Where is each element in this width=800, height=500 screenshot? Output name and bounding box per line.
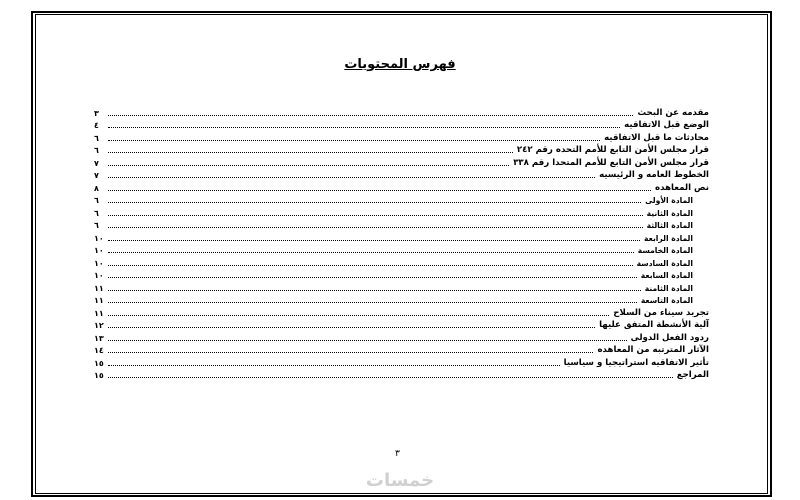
toc-entry-label: المادة السابعة	[640, 271, 693, 280]
toc-entry	[94, 231, 709, 244]
toc-entry-label: المادة التاسعة	[640, 296, 693, 305]
toc-entry-page: ١١	[94, 283, 104, 293]
toc-entry-page: ٣	[94, 108, 99, 118]
toc-entry-label: محادثات ما قبل الاتفاقيه	[604, 132, 709, 143]
toc-entry	[94, 294, 709, 307]
toc-entry	[94, 256, 709, 269]
toc-entry	[94, 219, 709, 232]
toc-entry-label: المادة الخامسة	[637, 246, 693, 255]
page-title: فهرس المحتويات	[344, 57, 456, 72]
toc-entry-page: ١٠	[94, 233, 104, 243]
dot-leader	[108, 251, 634, 253]
toc-entry	[94, 356, 709, 369]
toc-entry-page: ١٣	[94, 333, 104, 343]
toc-entry-label: الآثار المترتبه من المعاهده	[597, 345, 709, 355]
toc-entry-label: نص المعاهده	[655, 182, 709, 193]
dot-leader	[108, 264, 633, 266]
toc-entry	[94, 106, 709, 119]
toc-entry-label: آلية الأنشطة المتفق عليها	[599, 320, 709, 330]
toc-entry-label: الوضع قبل الاتفاقيه	[624, 120, 709, 130]
dot-leader	[108, 189, 651, 191]
toc-entry-page: ١١	[94, 308, 104, 318]
dot-leader	[108, 326, 595, 328]
toc-entry	[94, 306, 709, 319]
dot-leader	[108, 301, 637, 303]
toc-entry	[94, 281, 709, 294]
toc-entry	[94, 131, 709, 144]
toc-entry-page: ٦	[94, 133, 99, 143]
toc-entry-label: مقدمه عن البحث	[637, 107, 709, 118]
toc-entry	[94, 169, 709, 182]
dot-leader	[108, 289, 641, 291]
toc-entry-label: المادة الثالثة	[646, 221, 693, 230]
toc-entry	[94, 319, 709, 332]
dot-leader	[108, 139, 600, 141]
dot-leader	[108, 364, 560, 366]
toc-entry	[94, 206, 709, 219]
dot-leader	[108, 276, 637, 278]
toc-entry-label: الخطوط العامه و الرئيسيه	[599, 170, 709, 180]
toc-entry-label: تجريد سيناء من السلاح	[613, 307, 709, 318]
toc-entry-label: المراجع	[676, 370, 709, 380]
dot-leader	[108, 126, 620, 128]
toc-entry-page: ٦	[94, 221, 99, 230]
dot-leader	[108, 164, 509, 166]
toc-entry-page: ٨	[94, 183, 99, 193]
toc-entry-page: ٦	[94, 146, 99, 155]
toc-entry	[94, 156, 709, 169]
table-of-contents	[94, 106, 709, 381]
toc-entry	[94, 369, 709, 382]
dot-leader	[108, 239, 640, 241]
dot-leader	[108, 339, 627, 341]
toc-entry-page: ١١	[94, 296, 104, 305]
toc-entry-page: ١٥	[94, 358, 104, 368]
toc-entry-label: المادة الرابعة	[644, 233, 693, 243]
toc-entry	[94, 144, 709, 157]
dot-leader	[108, 376, 673, 378]
page-number: ٣	[395, 449, 400, 459]
toc-entry	[94, 269, 709, 282]
watermark: خمسات	[365, 470, 435, 491]
toc-entry-page: ٧	[94, 158, 99, 168]
toc-entry	[94, 344, 709, 357]
toc-entry-label: ردود الفعل الدولى	[630, 332, 709, 343]
toc-entry-page: ١٠	[94, 271, 104, 280]
toc-entry-label: المادة الثامنة	[644, 283, 693, 293]
toc-entry	[94, 331, 709, 344]
toc-entry-page: ١٥	[94, 371, 104, 380]
toc-entry-label: قرار مجلس الأمن التابع للأمم التحده رقم ٢٤٢	[516, 145, 709, 155]
toc-entry-label: تأثير الاتفاقيه استراتيجيا و سياسيا	[563, 357, 709, 368]
dot-leader	[108, 214, 643, 216]
dot-leader	[108, 151, 513, 153]
toc-entry-label: المادة الثانية	[646, 208, 693, 218]
toc-entry-page: ١٠	[94, 246, 104, 255]
dot-leader	[108, 201, 641, 203]
toc-entry-page: ٦	[94, 196, 99, 205]
toc-entry	[94, 194, 709, 207]
toc-entry-page: ٧	[94, 171, 99, 180]
toc-entry-page: ٦	[94, 208, 99, 218]
toc-entry	[94, 244, 709, 257]
dot-leader	[108, 226, 643, 228]
dot-leader	[108, 114, 633, 116]
toc-entry	[94, 181, 709, 194]
toc-entry-page: ١٠	[94, 258, 104, 268]
toc-entry-page: ١٤	[94, 346, 104, 355]
dot-leader	[108, 314, 609, 316]
toc-entry-page: ٤	[94, 121, 99, 130]
toc-entry-label: المادة الأولى	[645, 196, 693, 205]
toc-entry-page: ١٢	[94, 321, 104, 330]
dot-leader	[108, 176, 595, 178]
dot-leader	[108, 351, 593, 353]
toc-entry	[94, 119, 709, 132]
toc-entry-label: قرار مجلس الأمن التابع للأمم المتحدا رقم ٣٣٨	[513, 157, 709, 168]
toc-entry-label: المادة السادسة	[636, 258, 693, 268]
